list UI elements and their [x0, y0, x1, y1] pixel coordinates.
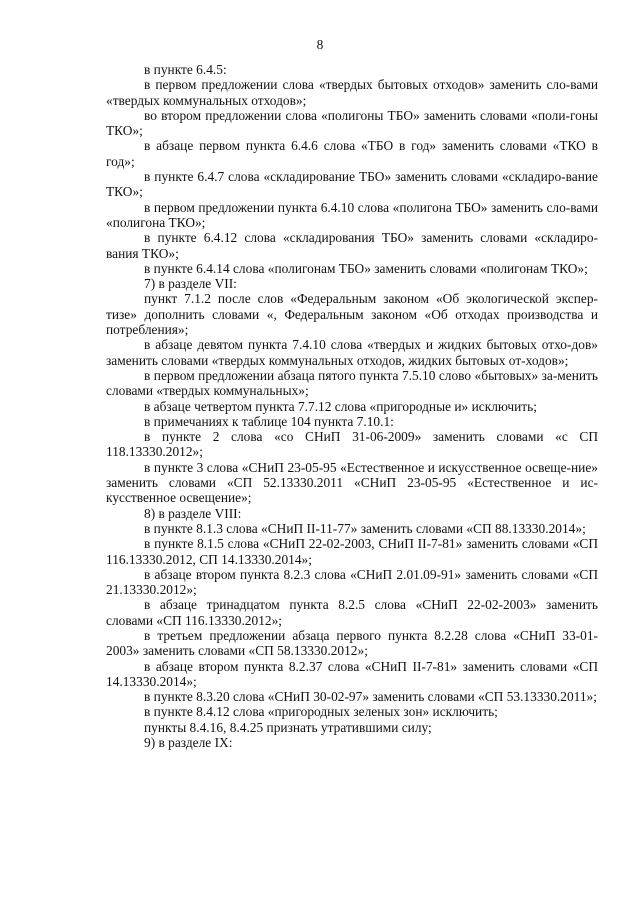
- paragraph: в пункте 2 слова «со СНиП 31-06-2009» заменить словами «с СП 118.13330.2012»;: [106, 429, 598, 460]
- section-heading: 7) в разделе VII:: [144, 276, 237, 292]
- paragraph: в пункте 8.3.20 слова «СНиП 30-02-97» заменить словами «СП 53.13330.2011»;: [144, 689, 597, 705]
- paragraph: в абзаце девятом пункта 7.4.10 слова «твердых и жидких бытовых отхо-дов» заменить словами «твердых коммунальных отходов, жидких бытовых от-ходов»;: [106, 337, 598, 368]
- paragraph: пункты 8.4.16, 8.4.25 признать утратившими силу;: [144, 719, 432, 735]
- document-body: [106, 62, 598, 750]
- paragraph: в третьем предложении абзаца первого пункта 8.2.28 слова «СНиП 33-01-2003» заменить словами «СП 58.13330.2012»;: [106, 627, 598, 659]
- paragraph: в первом предложении пункта 6.4.10 слова «полигона ТБО» заменить сло-вами «полигона ТКО»;: [106, 199, 598, 230]
- section-heading: 9) в разделе IX:: [144, 735, 233, 751]
- paragraph: в пункте 8.1.5 слова «СНиП 22-02-2003, СНиП II-7-81» заменить словами «СП 116.13330.2012, СП 14.13330.2014»;: [106, 536, 598, 567]
- paragraph: в примечаниях к таблице 104 пункта 7.10.1:: [144, 413, 394, 429]
- paragraph: в первом предложении слова «твердых бытовых отходов» заменить сло-вами «твердых коммунальных отходов»;: [106, 77, 598, 108]
- paragraph: в абзаце первом пункта 6.4.6 слова «ТБО в год» заменить словами «ТКО в год»;: [106, 138, 598, 169]
- paragraph: в абзаце втором пункта 8.2.3 слова «СНиП 2.01.09-91» заменить словами «СП 21.13330.2012»;: [106, 566, 598, 598]
- paragraph: в абзаце тринадцатом пункта 8.2.5 слова «СНиП 22-02-2003» заменить словами «СП 116.13330.2012»;: [106, 597, 598, 628]
- paragraph: в пункте 8.4.12 слова «пригородных зеленых зон» исключить;: [144, 704, 498, 720]
- paragraph: в пункте 6.4.12 слова «складирования ТБО» заменить словами «складиро-вания ТКО»;: [106, 230, 598, 261]
- paragraph: во втором предложении слова «полигоны ТБО» заменить словами «поли-гоны ТКО»;: [106, 107, 598, 139]
- paragraph: в пункте 6.4.7 слова «складирование ТБО» заменить словами «складиро-вание ТКО»;: [106, 169, 598, 200]
- section-heading: 8) в разделе VIII:: [144, 505, 242, 521]
- paragraph: в пункте 8.1.3 слова «СНиП II-11-77» заменить словами «СП 88.13330.2014»;: [144, 520, 586, 536]
- paragraph: в пункте 6.4.5:: [144, 62, 227, 77]
- paragraph: в первом предложении абзаца пятого пункта 7.5.10 слово «бытовых» за-менить словами «твердых коммунальных»;: [106, 367, 598, 399]
- paragraph: в абзаце втором пункта 8.2.37 слова «СНиП II-7-81» заменить словами «СП 14.13330.2014»;: [106, 658, 598, 689]
- paragraph: в пункте 6.4.14 слова «полигонам ТБО» заменить словами «полигонам ТКО»;: [144, 260, 588, 276]
- paragraph: в абзаце четвертом пункта 7.7.12 слова «пригородные и» исключить;: [144, 398, 537, 414]
- page-number: 8: [316, 37, 324, 52]
- paragraph: пункт 7.1.2 после слов «Федеральным законом «Об экологической экспер-тизе» дополнить словами «, Федеральным законом «Об отходах производства и потребления»;: [106, 291, 598, 338]
- paragraph: в пункте 3 слова «СНиП 23-05-95 «Естественное и искусственное освеще-ние» заменить словами «СП 52.13330.2011 «СНиП 23-05-95 «Естественное и ис-кусственное освещение»;: [106, 459, 598, 506]
